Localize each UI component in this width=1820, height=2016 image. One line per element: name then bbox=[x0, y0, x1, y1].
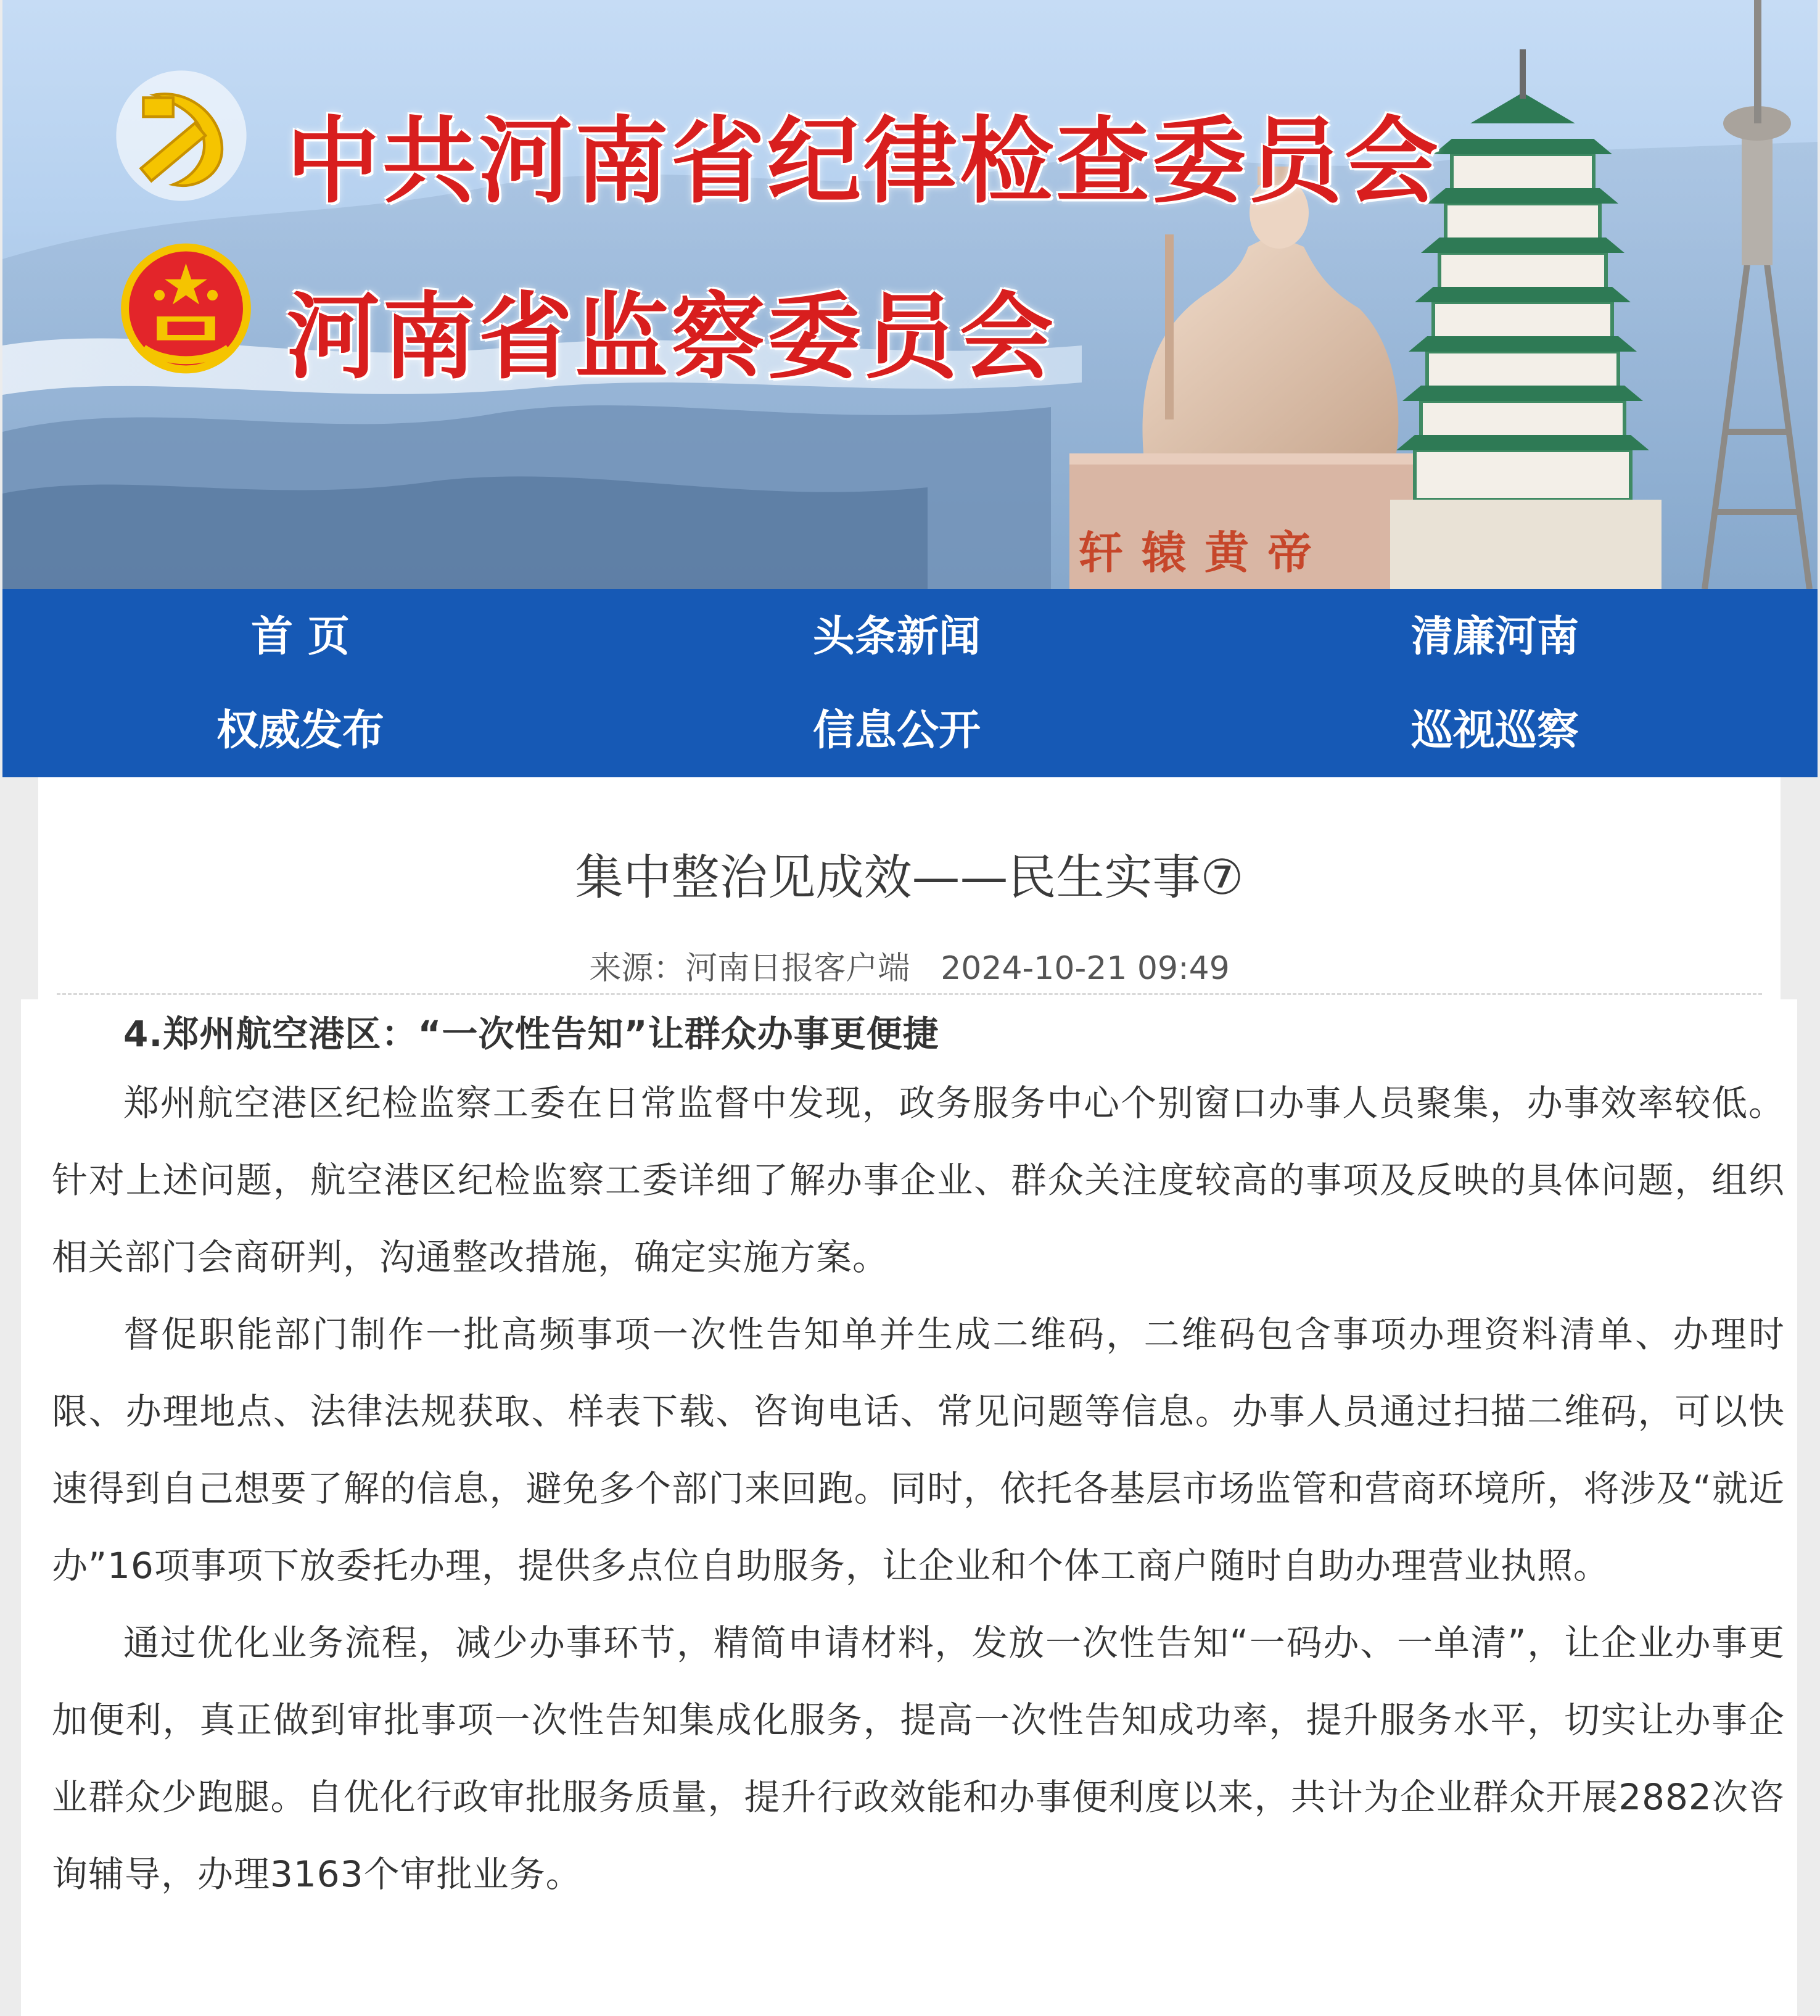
article-header bbox=[38, 777, 1781, 999]
main-nav bbox=[2, 589, 1818, 777]
national-emblem-icon bbox=[120, 241, 252, 376]
nav-item-info-disclosure[interactable]: 信息公开 bbox=[812, 706, 981, 755]
article-datetime: 2024-10-21 09:49 bbox=[941, 950, 1230, 987]
article-body bbox=[21, 999, 1797, 2016]
nav-item-inspection[interactable]: 巡视巡察 bbox=[1410, 706, 1579, 755]
banner-title-supervision: 河南省监察委员会 bbox=[286, 281, 1056, 392]
banner-title-commission: 中共河南省纪律检查委员会 bbox=[286, 105, 1441, 216]
header-divider bbox=[57, 993, 1762, 995]
nav-item-clean-henan[interactable]: 清廉河南 bbox=[1410, 613, 1579, 661]
statue-caption: 轩辕黄帝 bbox=[1079, 526, 1331, 579]
nav-item-authoritative-release[interactable]: 权威发布 bbox=[216, 706, 384, 755]
article-paragraph: 郑州航空港区纪检监察工委在日常监督中发现，政务服务中心个别窗口办事人员聚集，办事效率较低。针对上述问题，航空港区纪检监察工委详细了解办事企业、群众关注度较高的事项及反映的具体问题，组织相关部门会商研判，沟通整改措施，确定实施方案。 bbox=[52, 1082, 1785, 1278]
nav-item-home[interactable]: 首 页 bbox=[251, 613, 350, 661]
party-emblem-icon bbox=[113, 68, 249, 204]
article-title: 集中整治见成效——民生实事⑦ bbox=[575, 850, 1244, 906]
section-heading: 4.郑州航空港区：“一次性告知”让群众办事更便捷 bbox=[123, 1013, 939, 1055]
article-paragraph: 督促职能部门制作一批高频事项一次性告知单并生成二维码，二维码包含事项办理资料清单、办理时限、办理地点、法律法规获取、样表下载、咨询电话、常见问题等信息。办事人员通过扫描二维码，可以快速得到自己想要了解的信息，避免多个部门来回跑。同时，依托各基层市场监管和营商环境所，将涉及“就近办”16项事项下放委托办理，提供多点位自助服务，让企业和个体工商户随时自助办理营业执照。 bbox=[52, 1313, 1785, 1587]
site-banner bbox=[2, 0, 1818, 589]
article-source: 来源：河南日报客户端 bbox=[589, 950, 910, 987]
article-paragraph: 通过优化业务流程，减少办事环节，精简申请材料，发放一次性告知“一码办、一单清”，让企业办事更加便利，真正做到审批事项一次性告知集成化服务，提高一次性告知成功率，提升服务水平，切实让办事企业群众少跑腿。自优化行政审批服务质量，提升行政效能和办事便利度以来，共计为企业群众开展2882次咨询辅导，办理3163个审批业务。 bbox=[52, 1622, 1785, 1895]
nav-item-headline-news[interactable]: 头条新闻 bbox=[812, 613, 981, 661]
article-meta bbox=[38, 942, 1781, 988]
